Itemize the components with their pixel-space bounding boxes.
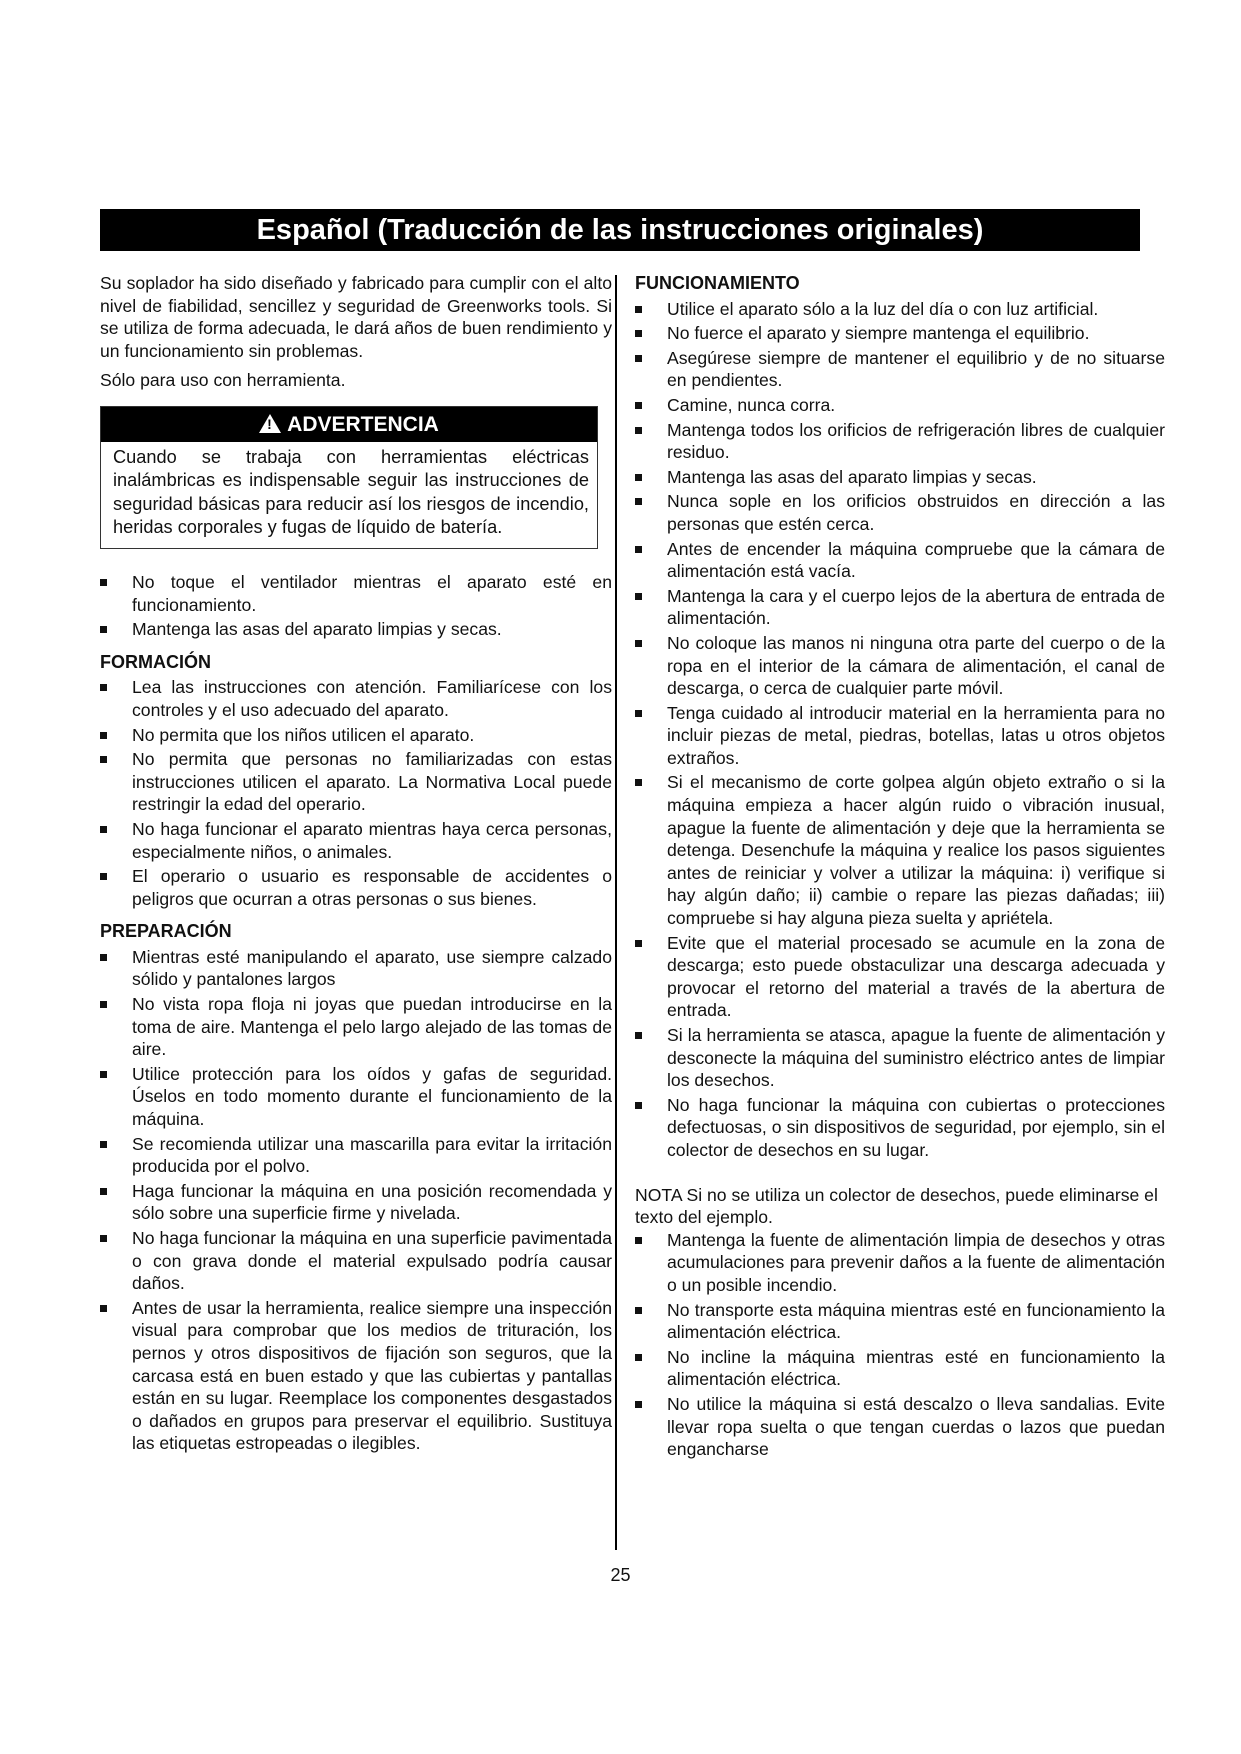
list-item: No haga funcionar el aparato mientras haya cerca personas, especialmente niños, o animales.	[100, 818, 612, 863]
list-item: No haga funcionar la máquina con cubiertas o protecciones defectuosas, o sin dispositivos de seguridad, por ejemplo, sin el colector de desechos en su lugar.	[635, 1094, 1165, 1162]
list-item: Nunca sople en los orificios obstruidos en dirección a las personas que estén cerca.	[635, 490, 1165, 535]
list-item: Mantenga la cara y el cuerpo lejos de la abertura de entrada de alimentación.	[635, 585, 1165, 630]
list-item: Mantenga las asas del aparato limpias y secas.	[635, 466, 1165, 489]
warning-text: Cuando se trabaja con herramientas eléctricas inalámbricas es indispensable seguir las instrucciones de seguridad básicas para reducir así los riesgos de incendio, heridas corporales y fugas de líquido de batería.	[113, 446, 589, 538]
list-item: Tenga cuidado al introducir material en la herramienta para no incluir piezas de metal, piedras, botellas, latas u otros objetos extraños.	[635, 702, 1165, 770]
list-item: Si el mecanismo de corte golpea algún objeto extraño o si la máquina empieza a hacer algún ruido o vibración inusual, apague la fuente de alimentación y deje que la herramienta se detenga. Desenchufe la máquina y realice los pasos siguientes antes de reiniciar y volver a utilizar la máquina: i) verifique si hay algún daño; ii) cambie o repare las piezas dañadas; iii) compruebe si hay alguna pieza suelta y apriétela.	[635, 771, 1165, 929]
list-item: Haga funcionar la máquina en una posición recomendada y sólo sobre una superficie firme y nivelada.	[100, 1180, 612, 1225]
list-item: No toque el ventilador mientras el aparato esté en funcionamiento.	[100, 571, 612, 616]
list-item: Lea las instrucciones con atención. Familiarícese con los controles y el uso adecuado del aparato.	[100, 676, 612, 721]
list-item: El operario o usuario es responsable de accidentes o peligros que ocurran a otras personas o sus bienes.	[100, 865, 612, 910]
warning-header	[101, 407, 597, 442]
list-item: Camine, nunca corra.	[635, 394, 1165, 417]
post-nota-list	[635, 1229, 1165, 1461]
page-number: 25	[610, 1565, 631, 1585]
section-heading-funcionamiento: FUNCIONAMIENTO	[635, 273, 800, 293]
tool-only-note: Sólo para uso con herramienta.	[100, 370, 346, 391]
nota-paragraph: NOTA Si no se utiliza un colector de desechos, puede eliminarse el texto del ejemplo.	[635, 1184, 1158, 1228]
formacion-list	[100, 676, 612, 910]
warning-box	[100, 406, 598, 549]
list-item: No fuerce el aparato y siempre mantenga el equilibrio.	[635, 322, 1165, 345]
list-item: Se recomienda utilizar una mascarilla para evitar la irritación producida por el polvo.	[100, 1133, 612, 1178]
list-item: No transporte esta máquina mientras esté en funcionamiento la alimentación eléctrica.	[635, 1299, 1165, 1344]
page-title: Español (Traducción de las instrucciones originales)	[100, 209, 1140, 251]
list-item: Mientras esté manipulando el aparato, use siempre calzado sólido y pantalones largos	[100, 946, 612, 991]
list-item: Utilice protección para los oídos y gafas de seguridad. Úselos en todo momento durante el funcionamiento de la máquina.	[100, 1063, 612, 1131]
list-item: No haga funcionar la máquina en una superficie pavimentada o con grava donde el material expulsado podría causar daños.	[100, 1227, 612, 1295]
list-item: Antes de usar la herramienta, realice siempre una inspección visual para comprobar que los medios de trituración, los pernos y otros dispositivos de fijación son seguros, que la carcasa está en buen estado y que las cubiertas y pantallas están en su lugar. Reemplace los componentes desgastados o dañados en grupos para preservar el equilibrio. Sustituya las etiquetas estropeadas o ilegibles.	[100, 1297, 612, 1455]
intro-paragraph: Su soplador ha sido diseñado y fabricado para cumplir con el alto nivel de fiabilidad, sencillez y seguridad de Greenworks tools. Si se utiliza de forma adecuada, le dará años de buen rendimiento y un funcionamiento sin problemas.	[100, 273, 612, 361]
list-item: Asegúrese siempre de mantener el equilibrio y de no situarse en pendientes.	[635, 347, 1165, 392]
list-item: Mantenga las asas del aparato limpias y secas.	[100, 618, 612, 641]
list-item: No coloque las manos ni ninguna otra parte del cuerpo o de la ropa en el interior de la cámara de alimentación, el canal de descarga, o cerca de cualquier parte móvil.	[635, 632, 1165, 700]
general-safety-list	[100, 571, 612, 641]
list-item: Si la herramienta se atasca, apague la fuente de alimentación y desconecte la máquina del suministro eléctrico antes de limpiar los desechos.	[635, 1024, 1165, 1092]
preparacion-list	[100, 946, 612, 1455]
list-item: No utilice la máquina si está descalzo o lleva sandalias. Evite llevar ropa suelta o que tengan cuerdas o lazos que puedan engancharse	[635, 1393, 1165, 1461]
list-item: No permita que personas no familiarizadas con estas instrucciones utilicen el aparato. La Normativa Local puede restringir la edad del operario.	[100, 748, 612, 816]
list-item: No vista ropa floja ni joyas que puedan introducirse en la toma de aire. Mantenga el pelo largo alejado de las tomas de aire.	[100, 993, 612, 1061]
list-item: Mantenga la fuente de alimentación limpia de desechos y otras acumulaciones para prevenir daños a la fuente de alimentación o un posible incendio.	[635, 1229, 1165, 1297]
column-divider	[615, 275, 617, 1550]
list-item: No permita que los niños utilicen el aparato.	[100, 724, 612, 747]
funcionamiento-list	[635, 298, 1165, 1162]
warning-title: ADVERTENCIA	[287, 412, 439, 436]
list-item: No incline la máquina mientras esté en funcionamiento la alimentación eléctrica.	[635, 1346, 1165, 1391]
section-heading-formacion: FORMACIÓN	[100, 651, 211, 672]
left-column	[100, 272, 612, 1457]
right-column	[635, 272, 1165, 1463]
list-item: Evite que el material procesado se acumule en la zona de descarga; esto puede obstaculizar una descarga adecuada y provocar el retorno del material a través de la abertura de entrada.	[635, 932, 1165, 1022]
list-item: Utilice el aparato sólo a la luz del día o con luz artificial.	[635, 298, 1165, 321]
list-item: Antes de encender la máquina compruebe que la cámara de alimentación está vacía.	[635, 538, 1165, 583]
section-heading-preparacion: PREPARACIÓN	[100, 921, 232, 942]
list-item: Mantenga todos los orificios de refrigeración libres de cualquier residuo.	[635, 419, 1165, 464]
warning-triangle-icon	[259, 414, 281, 433]
